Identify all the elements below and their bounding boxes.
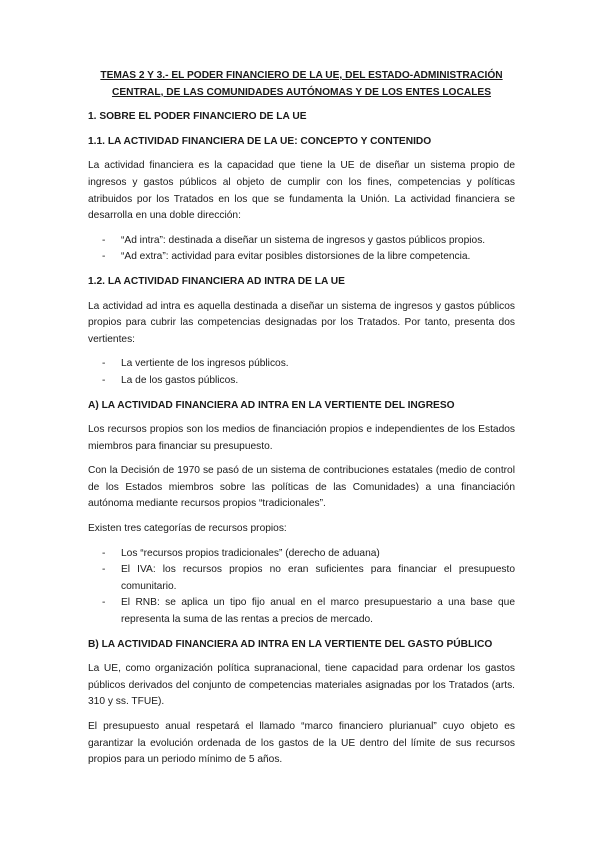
section-b-heading: B) LA ACTIVIDAD FINANCIERA AD INTRA EN LA VERTIENTE DEL GASTO PÚBLICO xyxy=(88,638,493,650)
list-item xyxy=(88,249,515,266)
bullet-dash: - xyxy=(102,251,106,263)
section-1-2-heading: 1.2. LA ACTIVIDAD FINANCIERA AD INTRA DE LA UE xyxy=(88,275,345,287)
list-item-text: El RNB: se aplica un tipo fijo anual en el marco presupuestario a una base que representa la suma de las rentas a precios de mercado. xyxy=(121,597,515,626)
bullet-dash: - xyxy=(102,564,106,576)
list-item xyxy=(88,562,515,595)
document-page xyxy=(88,68,515,777)
list-item-text: Los “recursos propios tradicionales” (derecho de aduana) xyxy=(121,547,380,559)
section-a-paragraph-1: Los recursos propios son los medios de financiación propios e independientes de los Estados miembros para financiar su presupuesto. xyxy=(88,424,515,452)
list-item xyxy=(88,233,515,250)
bullet-dash: - xyxy=(102,358,106,370)
list-item-text: La de los gastos públicos. xyxy=(121,374,239,386)
section-1-heading: 1. SOBRE EL PODER FINANCIERO DE LA UE xyxy=(88,111,307,123)
list-item-text: “Ad extra”: actividad para evitar posibles distorsiones de la libre competencia. xyxy=(121,251,471,263)
list-item xyxy=(88,546,515,563)
section-1-2-list xyxy=(88,356,515,389)
section-1-2-paragraph: La actividad ad intra es aquella destinada a diseñar un sistema de ingresos y gastos públicos propios para cubrir las competencias designadas por los Tratados. Por tanto, presenta dos vertientes: xyxy=(88,300,515,345)
section-1-1-paragraph: La actividad financiera es la capacidad que tiene la UE de diseñar un sistema propio de ingresos y gastos públicos al objeto de cumplir con los fines, competencias y políticas atribuidos por los Tratados en los que se fundamenta la Unión. La actividad financiera se desarrolla en una doble dirección: xyxy=(88,160,515,222)
list-item-text: La vertiente de los ingresos públicos. xyxy=(121,358,289,370)
section-1-1-list xyxy=(88,233,515,266)
bullet-dash: - xyxy=(102,374,106,386)
section-1-1-heading: 1.1. LA ACTIVIDAD FINANCIERA DE LA UE: CONCEPTO Y CONTENIDO xyxy=(88,135,432,147)
list-item xyxy=(88,356,515,373)
list-item xyxy=(88,373,515,390)
bullet-dash: - xyxy=(102,597,106,609)
list-item-text: El IVA: los recursos propios no eran suficientes para financiar el presupuesto comunitario. xyxy=(121,564,515,592)
list-item xyxy=(88,595,515,628)
list-item-text: “Ad intra”: destinada a diseñar un sistema de ingresos y gastos públicos propios. xyxy=(121,234,486,246)
section-b-paragraph-2: El presupuesto anual respetará el llamado “marco financiero plurianual” cuyo objeto es garantizar la evolución ordenada de los gastos de la UE dentro del límite de sus recursos propios para un periodo mínimo de 5 años. xyxy=(88,721,515,766)
section-a-paragraph-3: Existen tres categorías de recursos propios: xyxy=(88,523,287,535)
section-a-paragraph-2: Con la Decisión de 1970 se pasó de un sistema de contribuciones estatales (medio de control de los Estados miembros sobre las políticas de las Comunidades) a una financiación autónoma mediante recursos propios “tradicionales”. xyxy=(88,465,515,510)
section-a-list xyxy=(88,546,515,629)
bullet-dash: - xyxy=(102,234,106,246)
bullet-dash: - xyxy=(102,547,106,559)
section-a-heading: A) LA ACTIVIDAD FINANCIERA AD INTRA EN LA VERTIENTE DEL INGRESO xyxy=(88,399,455,411)
document-title: TEMAS 2 Y 3.- EL PODER FINANCIERO DE LA UE, DEL ESTADO-ADMINISTRACIÓN CENTRAL, DE LAS COMUNIDADES AUTÓNOMAS Y DE LOS ENTES LOCALES xyxy=(100,70,503,98)
section-b-paragraph-1: La UE, como organización política supranacional, tiene capacidad para ordenar los gastos públicos derivados del conjunto de competencias materiales asignadas por los Tratados (arts. 310 y ss. TFUE). xyxy=(88,663,515,708)
